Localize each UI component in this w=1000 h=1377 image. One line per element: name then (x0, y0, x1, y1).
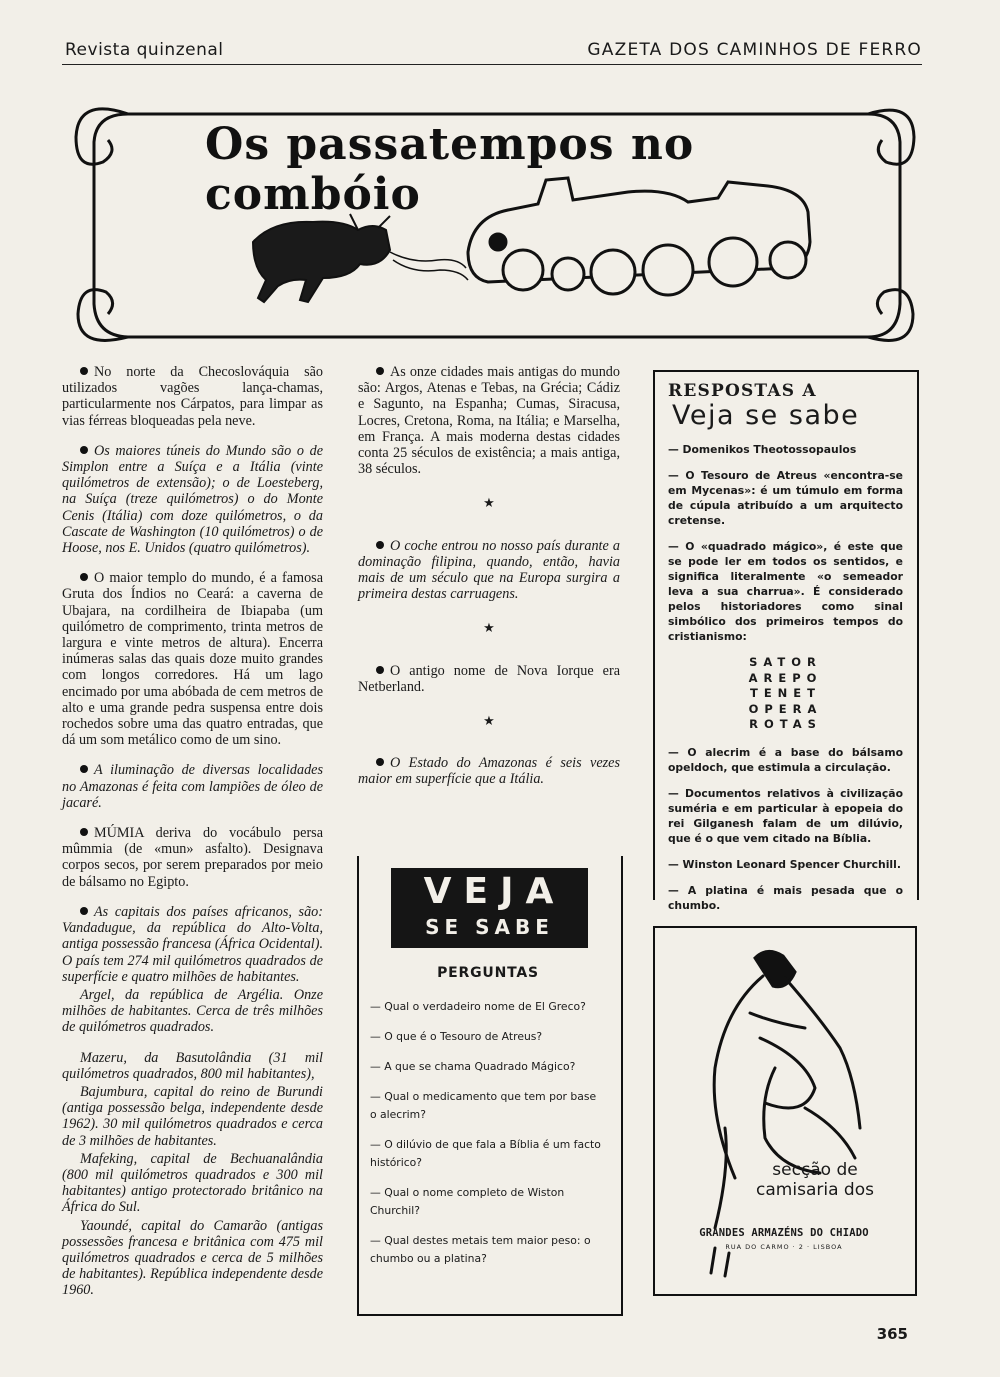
bullet-icon (376, 666, 384, 674)
answer-item: — O alecrim é a base do bálsamo opeldoch, que estimula a circulação. (668, 745, 903, 774)
logo-line1: VEJA (423, 871, 566, 912)
answer-item: — O «quadrado mágico», é este que se pode ler em todos os sentidos, e significa literalmente «o semeador leva a sua charrua». É considerado pelos historiadores como sinal simbólico dos primeiros tempos do cristianismo: (668, 540, 903, 643)
bullet-icon (376, 367, 384, 375)
banner-title-line2: combóio (205, 169, 421, 220)
answer-item: — Winston Leonard Spencer Churchill. (668, 857, 901, 871)
article-paragraph: A iluminação de diversas localidades no Amazonas é feita com lampiões de óleo de jacaré. (62, 762, 323, 811)
article-paragraph: O Estado do Amazonas é seis vezes maior em superfície que a Itália. (358, 755, 620, 788)
article-paragraph: No norte da Checoslováquia são utilizados vagões lança-chamas, particularmente nos Cárpatos, para limpar as vias férreas bloqueadas pela neve. (62, 364, 323, 429)
question-item: — A que se chama Quadrado Mágico? (370, 1060, 576, 1073)
bullet-icon (80, 828, 88, 836)
bullet-icon (80, 907, 88, 915)
star-separator: ★ (483, 620, 495, 636)
column-left (62, 364, 323, 1301)
star-separator: ★ (483, 495, 495, 511)
banner-title (205, 120, 825, 220)
question-item: — Qual o verdadeiro nome de El Greco? (370, 1000, 586, 1013)
ad-subtitle-line2: camisaria dos (756, 1180, 874, 1200)
respostas-heading: RESPOSTAS A (668, 381, 817, 401)
article-paragraph: Mazeru, da Basutolândia (31 mil quilómetros quadrados, 800 mil habitantes), (62, 1049, 323, 1082)
article-paragraph: O coche entrou no nosso país durante a dominação filipina, quando, então, havia mais de um século que na Europa surgira a primeira destas carruagens. (358, 537, 620, 603)
sator-row: ROTAS (749, 717, 822, 731)
ad-subtitle-line1: secção de (772, 1160, 858, 1180)
bullet-icon (80, 367, 88, 375)
article-paragraph: Argel, da república de Argélia. Onze milhões de habitantes. Cerca de três milhões de quilómetros quadrados. (62, 986, 323, 1036)
answer-item: — Documentos relativos à civilização suméria e em particular à epopeia do rei Gilganesh falam de um dilúvio, que é o que vem citado na Bíblia. (668, 786, 903, 845)
page-number: 365 (876, 1325, 908, 1343)
bullet-icon (80, 573, 88, 581)
respostas-subheading: Veja se sabe (672, 400, 860, 431)
banner-title-line1: Os passatempos no (205, 119, 695, 170)
answer-item: — A platina é mais pesada que o chumbo. (668, 883, 903, 912)
answer-item: — Domenikos Theotossopaulos (668, 443, 857, 456)
question-item: — O dilúvio de que fala a Bíblia é um facto histórico? (370, 1138, 601, 1169)
column-middle (358, 364, 620, 802)
star-separator: ★ (483, 713, 495, 729)
article-paragraph: As onze cidades mais antigas do mundo são: Argos, Atenas e Tebas, na Grécia; Cádiz e Sagunto, na Espanha; Cumas, Siracusa, Locres, Cretona, Roma, na Itália; e Marselha, em França. A mais moderna destas cidades conta 25 séculos de existência; a mais antiga, 38 séculos. (358, 364, 620, 478)
header-rule (62, 64, 922, 65)
ad-store-name: GRANDES ARMAZÉNS DO CHIADO (699, 1227, 869, 1239)
magazine-title: GAZETA DOS CAMINHOS DE FERRO (587, 40, 922, 60)
sator-row: TENET (749, 686, 822, 700)
article-paragraph: As capitais dos países africanos, são: Vandadugue, da república do Alto-Volta, antiga possessão francesa (África Ocidental). O país tem 274 mil quilómetros quadrados de superfície e quatro milhões de habitantes. (62, 903, 323, 985)
perguntas-heading: PERGUNTAS (437, 965, 539, 981)
respostas-list (668, 442, 903, 924)
article-paragraph: O antigo nome de Nova Iorque era Netberland. (358, 662, 620, 695)
bullet-icon (376, 758, 384, 766)
article-paragraph: Bajumbura, capital do reino de Burundi (antiga possessão belga, independente desde 1962). 30 mil quilómetros quadrados e cerca de 3 milhões de habitantes. (62, 1083, 323, 1149)
question-item: — O que é o Tesouro de Atreus? (370, 1030, 543, 1043)
sator-row: SATOR (749, 655, 822, 669)
logo-line2: SE SABE (425, 915, 554, 939)
bullet-icon (376, 541, 384, 549)
article-paragraph: Yaoundé, capital do Camarão (antigas possessões francesa e britânica com 475 mil quilómetros quadrados e cerca de 5 milhões de habitantes). República independente desde 1960. (62, 1217, 323, 1299)
question-item: — Qual o medicamento que tem por base o alecrim? (370, 1090, 597, 1121)
bull-drawing (253, 214, 390, 302)
ad-store-address: RUA DO CARMO · 2 · LISBOA (725, 1243, 843, 1251)
answer-item: — O Tesouro de Atreus «encontra-se em Mycenas»: é um túmulo em forma de cúpula atribuído a um arquitecto cretense. (668, 469, 903, 527)
article-paragraph: Mafeking, capital de Bechuanalândia (800 mil quilómetros quadrados e 300 mil habitantes) antigo protectorado britânico na África do Sul. (62, 1150, 323, 1216)
sator-square (668, 655, 903, 733)
sator-row: OPERA (748, 701, 823, 716)
magazine-periodicity: Revista quinzenal (65, 40, 224, 60)
perguntas-list (370, 998, 606, 1280)
steam-lines (390, 252, 468, 280)
sator-row: AREPO (748, 670, 823, 685)
veja-se-sabe-logo (391, 868, 588, 948)
article-paragraph: MÚMIA deriva do vocábulo persa mûmmia (de «mun» asfalto). Designava corpos secos, por serem preparados por meio de bálsamo no Egipto. (62, 825, 323, 890)
bullet-icon (80, 446, 88, 454)
article-paragraph: O maior templo do mundo, é a famosa Gruta dos Índios no Ceará: a caverna de Ubajara, na cordilheira de Ibiapaba (um quilómetro de comprimento, trinta metros de largura e vinte metros de altura). Encerra inúmeras salas das quais doze muito grandes com longos corredores. Há um lago encimado por uma abóbada de cem metros de alto e uma grande pedra suspensa entre dois rochedos sobre uma das quatro entradas, que dá um som metálico como de um sino. (62, 570, 323, 749)
article-paragraph: Os maiores túneis do Mundo são o de Simplon entre a Suíça e a Itália (vinte quilómetros de extensão); o de Loesteberg, na Suíça (treze quilómetros) o do Monte Cenis (Itália) com doze quilómetros, o da Cascate de Washington (10 quilómetros) o de Hoose, nos E. Unidos (quatro quilómetros). (62, 442, 323, 557)
question-item: — Qual o nome completo de Wiston Churchil? (370, 1186, 565, 1217)
bullet-icon (80, 765, 88, 773)
ad-subtitle (735, 1160, 895, 1200)
question-item: — Qual destes metais tem maior peso: o chumbo ou a platina? (370, 1234, 591, 1265)
